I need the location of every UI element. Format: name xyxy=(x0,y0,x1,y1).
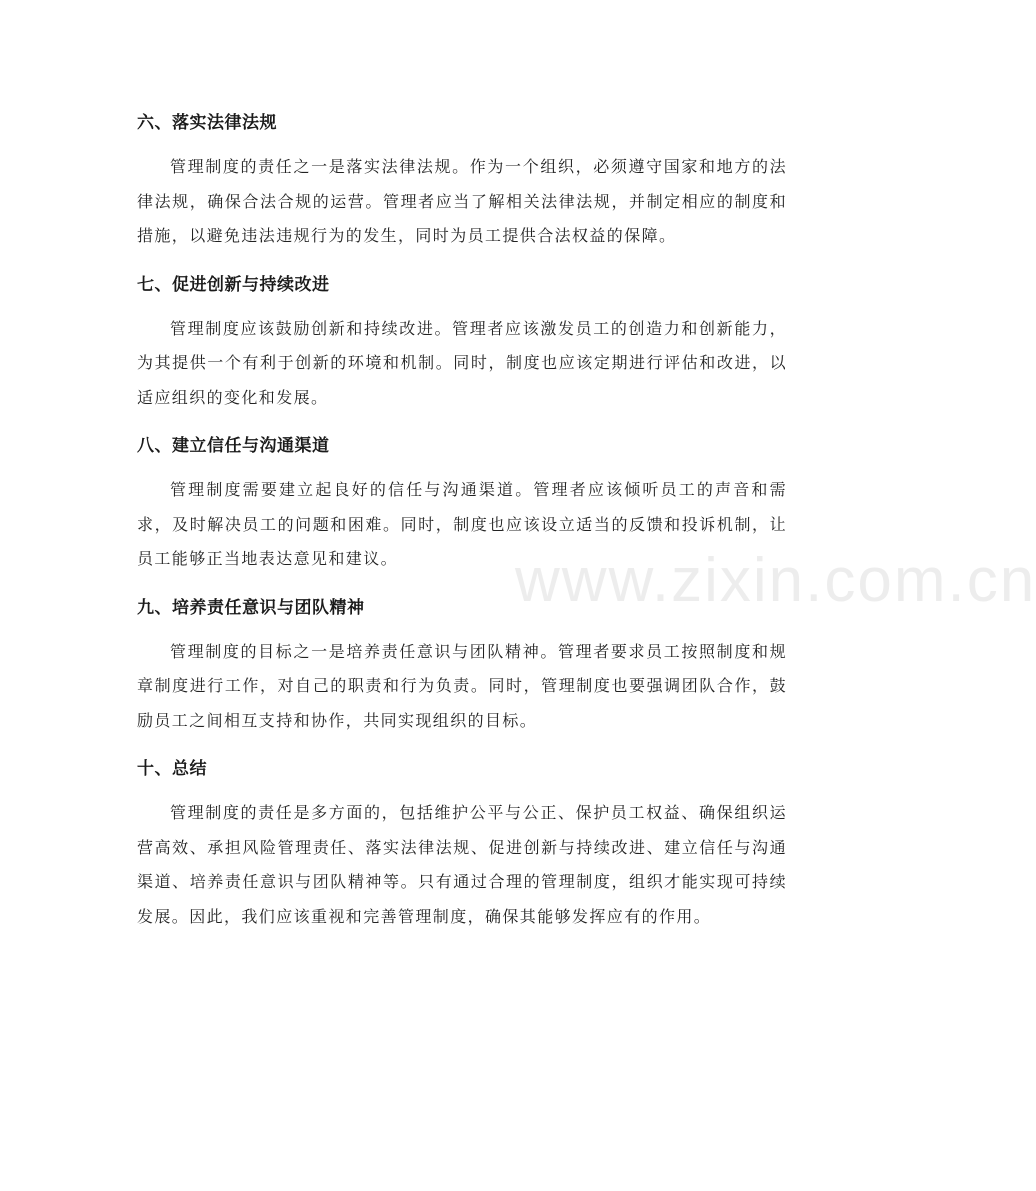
document-body xyxy=(137,104,787,946)
section-paragraph: 管理制度的责任是多方面的，包括维护公平与公正、保护员工权益、确保组织运营高效、承担风险管理责任、落实法律法规、促进创新与持续改进、建立信任与沟通渠道、培养责任意识与团队精神等。只有通过合理的管理制度，组织才能实现可持续发展。因此，我们应该重视和完善管理制度，确保其能够发挥应有的作用。 xyxy=(137,803,787,926)
section-7 xyxy=(137,266,787,416)
section-6 xyxy=(137,104,787,254)
section-heading: 九、培养责任意识与团队精神 xyxy=(137,597,365,618)
section-paragraph: 管理制度需要建立起良好的信任与沟通渠道。管理者应该倾听员工的声音和需求，及时解决员工的问题和困难。同时，制度也应该设立适当的反馈和投诉机制，让员工能够正当地表达意见和建议。 xyxy=(137,480,787,568)
section-paragraph: 管理制度应该鼓励创新和持续改进。管理者应该激发员工的创造力和创新能力，为其提供一个有利于创新的环境和机制。同时，制度也应该定期进行评估和改进，以适应组织的变化和发展。 xyxy=(137,318,787,407)
section-heading: 八、建立信任与沟通渠道 xyxy=(137,436,330,456)
section-heading: 十、总结 xyxy=(137,759,207,779)
section-heading: 六、落实法律法规 xyxy=(137,113,277,133)
section-paragraph: 管理制度的目标之一是培养责任意识与团队精神。管理者要求员工按照制度和规章制度进行工作，对自己的职责和行为负责。同时，管理制度也要强调团队合作，鼓励员工之间相互支持和协作，共同实现组织的目标。 xyxy=(137,641,787,730)
watermark: www.zixin.com.cn xyxy=(515,546,1036,615)
section-10 xyxy=(137,750,787,934)
section-heading: 七、促进创新与持续改进 xyxy=(137,274,330,295)
section-9 xyxy=(137,589,787,739)
section-paragraph: 管理制度的责任之一是落实法律法规。作为一个组织，必须遵守国家和地方的法律法规，确保合法合规的运营。管理者应当了解相关法律法规，并制定相应的制度和措施，以避免违法违规行为的发生，同时为员工提供合法权益的保障。 xyxy=(137,157,787,245)
section-8 xyxy=(137,427,787,577)
